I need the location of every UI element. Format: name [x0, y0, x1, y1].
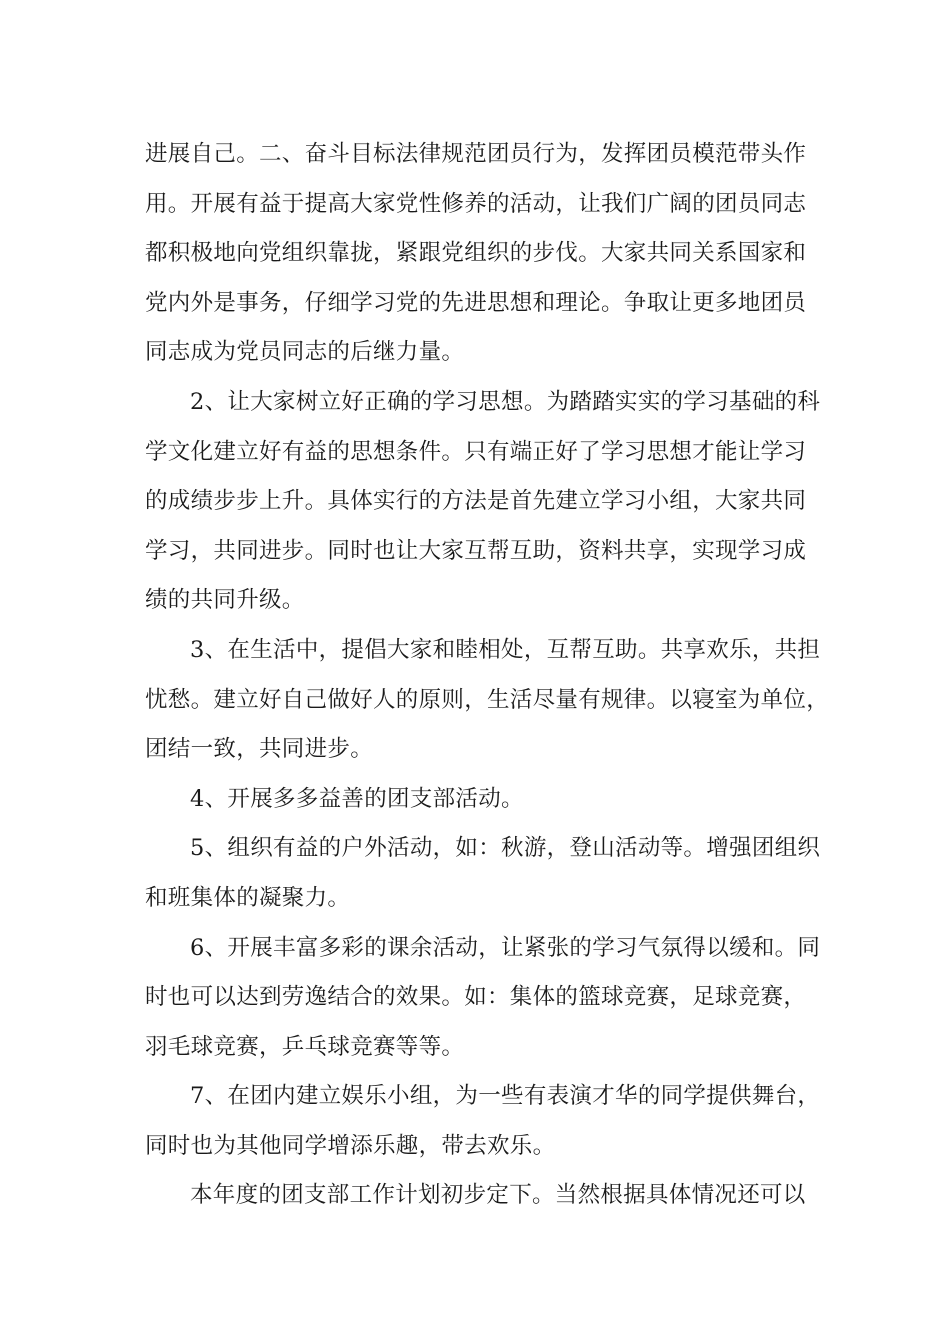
text-line: 学文化建立好有益的思想条件。只有端正好了学习思想才能让学习 [145, 438, 807, 465]
text-line: 团结一致，共同进步。 [145, 736, 374, 763]
text-line: 和班集体的凝聚力。 [145, 884, 351, 911]
text-line: 同时也为其他同学增添乐趣，带去欢乐。 [145, 1132, 556, 1159]
text-line: 忧愁。建立好自己做好人的原则，生活尽量有规律。以寝室为单位， [145, 686, 830, 713]
text-line: 7、在团内建立娱乐小组，为一些有表演才华的同学提供舞台， [190, 1083, 821, 1110]
text-line: 5、组织有益的户外活动，如：秋游，登山活动等。增强团组织 [190, 835, 821, 862]
text-line: 用。开展有益于提高大家党性修养的活动，让我们广阔的团员同志 [145, 190, 807, 217]
text-line: 学习，共同进步。同时也让大家互帮互助，资料共享，实现学习成 [145, 537, 807, 564]
text-line: 党内外是事务，仔细学习党的先进思想和理论。争取让更多地团员 [145, 289, 807, 316]
text-line: 4、开展多多益善的团支部活动。 [190, 785, 524, 812]
text-line: 进展自己。二、奋斗目标法律规范团员行为，发挥团员模范带头作 [145, 141, 807, 167]
text-line: 2、让大家树立好正确的学习思想。为踏踏实实的学习基础的科 [190, 388, 821, 415]
document-body [145, 130, 830, 1221]
text-line: 同志成为党员同志的后继力量。 [145, 339, 465, 366]
text-line: 6、开展丰富多彩的课余活动，让紧张的学习气氛得以缓和。同 [190, 934, 821, 961]
text-line: 羽毛球竞赛，乒乓球竞赛等等。 [145, 1033, 465, 1060]
text-line: 时也可以达到劳逸结合的效果。如：集体的篮球竞赛，足球竞赛， [145, 984, 807, 1011]
text-line: 的成绩步步上升。具体实行的方法是首先建立学习小组，大家共同 [145, 488, 807, 515]
text-line: 3、在生活中，提倡大家和睦相处，互帮互助。共享欢乐，共担 [190, 636, 821, 663]
text-line: 都积极地向党组织靠拢，紧跟党组织的步伐。大家共同关系国家和 [145, 240, 807, 267]
text-line: 本年度的团支部工作计划初步定下。当然根据具体情况还可以 [190, 1182, 806, 1209]
text-line: 绩的共同升级。 [145, 587, 305, 614]
